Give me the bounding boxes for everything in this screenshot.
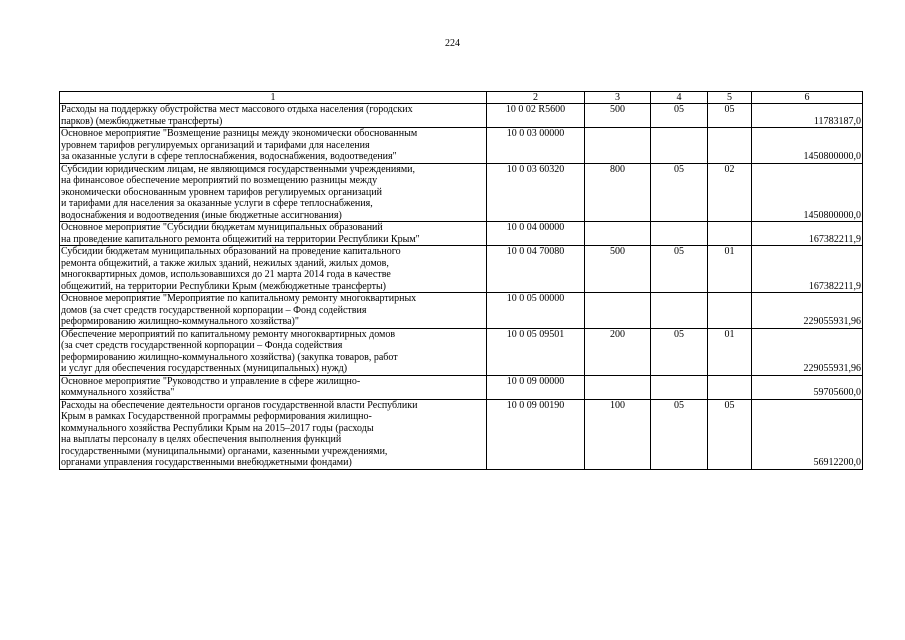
row-code: 10 0 09 00190 <box>506 399 565 411</box>
row-description: Основное мероприятие "Мероприятие по капитальному ремонту многоквартирных домов (за счет средств государственной корпорации – Фонд содействия реформированию жилищно-коммунального хозяйства)" <box>61 293 417 327</box>
row-subsection: 05 <box>724 399 735 411</box>
column-header: 1 <box>60 92 487 104</box>
row-subsection: 05 <box>724 104 735 115</box>
row-description: Расходы на обеспечение деятельности органов государственной власти Республики Крым в рамках Государственной программы реформирования жилищно- коммунального хозяйства Республики Крым на 2015–2017 годы (расходы на выплаты персоналу в целях обеспечения выполнения функций государственными (муниципальными) органами, казенными учреждениями, органами управления государственными внебюджетными фондами) <box>61 399 418 468</box>
row-description: Основное мероприятие "Руководство и управление в сфере жилищно- коммунального хозяйства" <box>61 375 361 398</box>
row-expense-type: 100 <box>610 399 625 411</box>
row-amount: 229055931,96 <box>803 316 861 327</box>
row-code: 10 0 03 60320 <box>506 163 565 175</box>
row-code: 10 0 05 00000 <box>506 293 565 304</box>
row-code: 10 0 05 09501 <box>506 328 565 340</box>
row-code: 10 0 09 00000 <box>506 375 565 387</box>
row-description: Основное мероприятие "Возмещение разницы между экономически обоснованным уровнем тарифов регулируемых организаций и тарифами для населения за оказанные услуги в сфере теплоснабжения, водоснабжения, водоотведения" <box>61 128 418 162</box>
table-row <box>60 399 863 469</box>
row-amount: 229055931,96 <box>803 363 861 374</box>
budget-table <box>59 91 863 470</box>
row-subsection: 01 <box>724 246 735 257</box>
row-code: 10 0 04 70080 <box>506 246 565 257</box>
table-row <box>60 246 863 293</box>
column-header: 6 <box>752 92 863 104</box>
row-section: 05 <box>674 328 684 340</box>
row-description: Расходы на поддержку обустройства мест массового отдыха населения (городских парков) (межбюджетные трансферты) <box>61 104 413 127</box>
column-header: 2 <box>487 92 585 104</box>
row-amount: 1450800000,0 <box>803 209 861 221</box>
column-header: 3 <box>585 92 651 104</box>
row-description: Субсидии бюджетам муниципальных образований на проведение капитального ремонта общежитий, а также жилых зданий, нежилых зданий, жилых домов, многоквартирных домов, использовавшихся до 21 марта 2014 года в качестве общежитий, на территории Республики Крым (межбюджетные трансферты) <box>61 246 401 292</box>
row-amount: 167382211,9 <box>808 280 861 292</box>
table-row <box>60 222 863 246</box>
row-section: 05 <box>674 246 684 257</box>
row-subsection: 02 <box>724 163 735 175</box>
table-row <box>60 104 863 128</box>
row-code: 10 0 04 00000 <box>506 222 565 233</box>
row-subsection: 01 <box>724 328 735 340</box>
column-header: 5 <box>708 92 752 104</box>
row-code: 10 0 02 R5600 <box>505 104 566 115</box>
row-section: 05 <box>674 104 684 115</box>
table-row <box>60 163 863 222</box>
page-number: 224 <box>445 38 460 49</box>
row-amount: 11783187,0 <box>813 115 861 127</box>
row-description: Субсидии юридическим лицам, не являющимся государственными учреждениями, на финансовое обеспечение мероприятий по возмещению разницы между экономически обоснованным уровнем тарифов регулируемых организаций и тарифами для населения за оказанные услуги в сфере теплоснабжения, водоснабжения и водоотведения (иные бюджетные ассигнования) <box>61 163 416 221</box>
table-header-row <box>60 92 863 104</box>
row-section: 05 <box>674 399 684 411</box>
row-expense-type: 500 <box>610 246 625 257</box>
row-expense-type: 200 <box>610 328 625 340</box>
row-expense-type: 800 <box>610 163 625 175</box>
row-description: Обеспечение мероприятий по капитальному ремонту многоквартирных домов (за счет средств государственной корпорации – Фонда содействия реформированию жилищно-коммунального хозяйства) (закупка товаров, работ и услуг для обеспечения государственных (муниципальных) нужд) <box>61 328 398 374</box>
column-header: 4 <box>651 92 708 104</box>
row-code: 10 0 03 00000 <box>506 128 565 139</box>
row-amount: 1450800000,0 <box>803 151 861 162</box>
table-row <box>60 293 863 329</box>
row-expense-type: 500 <box>610 104 625 115</box>
row-amount: 167382211,9 <box>808 233 861 245</box>
table-row <box>60 375 863 399</box>
table-row <box>60 328 863 375</box>
row-section: 05 <box>674 163 684 175</box>
row-amount: 59705600,0 <box>813 387 861 398</box>
table-row <box>60 128 863 164</box>
row-description: Основное мероприятие "Субсидии бюджетам муниципальных образований на проведение капитального ремонта общежитий на территории Республики Крым" <box>61 222 420 245</box>
row-amount: 56912200,0 <box>813 457 861 468</box>
